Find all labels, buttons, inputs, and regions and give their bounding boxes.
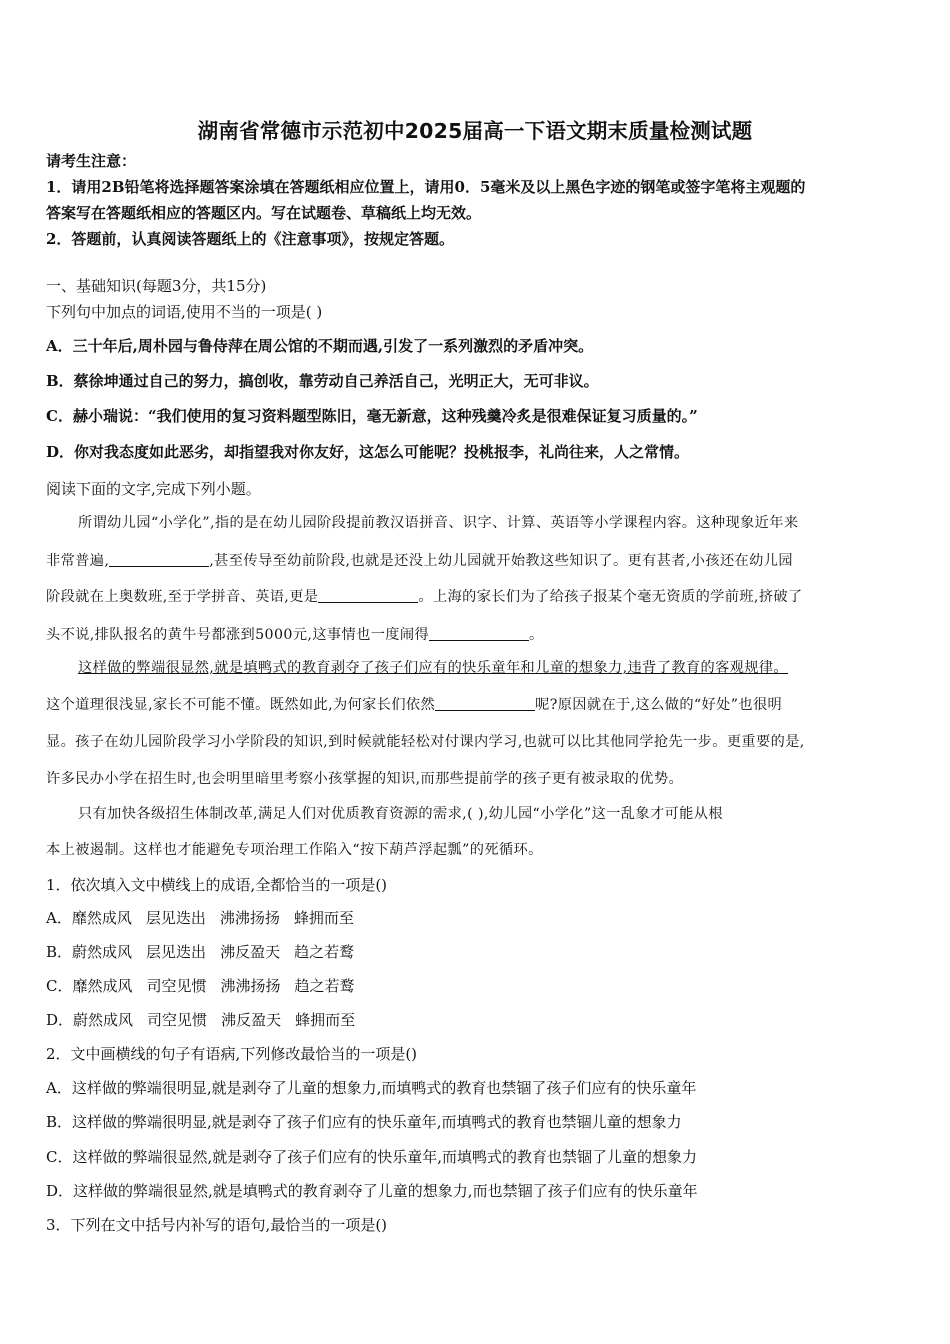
blank-2 bbox=[318, 588, 418, 603]
notice-item-1-line-2: 答案写在答题纸相应的答题区内。写在试题卷、草稿纸上均无效。 bbox=[46, 204, 482, 222]
passage-p2-line-2: 这个道理很浅显,家长不可能不懂。既然如此,为何家长们依然 呢?原因就在于,这么做的“好处”也很明 bbox=[46, 697, 783, 713]
option-b: B．蔡徐坤通过自己的努力，搞创收，靠劳动自己养活自己，光明正大，无可非议。 bbox=[46, 372, 599, 390]
notice-heading: 请考生注意： bbox=[46, 152, 137, 170]
passage-p3-line-2: 本上被遏制。这样也才能避免专项治理工作陷入“按下葫芦浮起瓢”的死循环。 bbox=[46, 842, 543, 858]
q2-option-a: A．这样做的弊端很明显,就是剥夺了儿童的想象力,而填鸭式的教育也禁锢了孩子们应有的快乐童年 bbox=[46, 1079, 697, 1097]
reading-intro: 阅读下面的文字,完成下列小题。 bbox=[46, 480, 261, 498]
q1-option-b: B．蔚然成风 层见迭出 沸反盈天 趋之若鹜 bbox=[46, 943, 355, 961]
q2-option-c: C．这样做的弊端很显然,就是剥夺了孩子们应有的快乐童年,而填鸭式的教育也禁锢了儿童的想象力 bbox=[46, 1148, 698, 1166]
notice-item-1-line-1: 1．请用2B铅笔将选择题答案涂填在答题纸相应位置上，请用0．5毫米及以上黑色字迹的钢笔或签字笔将主观题的 bbox=[46, 178, 806, 196]
q1-stem: 1．依次填入文中横线上的成语,全都恰当的一项是() bbox=[46, 876, 388, 894]
q2-option-b: B．这样做的弊端很明显,就是剥夺了孩子们应有的快乐童年,而填鸭式的教育也禁锢儿童的想象力 bbox=[46, 1113, 682, 1131]
page-title: 湖南省常德市示范初中2025届高一下语文期末质量检测试题 bbox=[197, 119, 753, 143]
q1-option-d: D．蔚然成风 司空见惯 沸反盈天 蜂拥而至 bbox=[46, 1011, 356, 1029]
passage-p1-line-3: 阶段就在上奥数班,至于学拼音、英语,更是 。上海的家长们为了给孩子报某个毫无资质的学前班,挤破了 bbox=[46, 589, 803, 605]
section-heading: 一、基础知识(每题3分，共15分) bbox=[46, 277, 267, 295]
q1-option-c: C．靡然成风 司空见惯 沸沸扬扬 趋之若鹜 bbox=[46, 977, 355, 995]
passage-p1-line-2: 非常普遍, ,甚至传导至幼前阶段,也就是还没上幼儿园就开始教这些知识了。更有甚者,小孩还在幼儿园 bbox=[46, 553, 793, 569]
passage-p2-line-3: 显。孩子在幼儿园阶段学习小学阶段的知识,到时候就能轻松对付课内学习,也就可以比其他同学抢先一步。更重要的是, bbox=[46, 734, 805, 750]
q1-option-a: A．靡然成风 层见迭出 沸沸扬扬 蜂拥而至 bbox=[46, 909, 354, 927]
q2-option-d: D．这样做的弊端很显然,就是填鸭式的教育剥夺了儿童的想象力,而也禁锢了孩子们应有的快乐童年 bbox=[46, 1182, 698, 1200]
option-a: A．三十年后,周朴园与鲁侍萍在周公馆的不期而遇,引发了一系列激烈的矛盾冲突。 bbox=[46, 337, 594, 355]
option-d: D．你对我态度如此恶劣，却指望我对你友好，这怎么可能呢？投桃报李，礼尚往来，人之常情。 bbox=[46, 443, 690, 461]
passage-p1-line-4: 头不说,排队报名的黄牛号都涨到5000元,这事情也一度闹得 。 bbox=[46, 627, 544, 643]
q3-stem: 3．下列在文中括号内补写的语句,最恰当的一项是() bbox=[46, 1216, 388, 1234]
blank-1 bbox=[109, 552, 209, 567]
blank-4 bbox=[435, 696, 535, 711]
passage-p1-line-1: 所谓幼儿园“小学化”,指的是在幼儿园阶段提前教汉语拼音、识字、计算、英语等小学课程内容。这种现象近年来 bbox=[78, 515, 799, 531]
passage-p3-line-1: 只有加快各级招生体制改革,满足人们对优质教育资源的需求,( ),幼儿园“小学化”这一乱象才可能从根 bbox=[78, 806, 723, 822]
notice-item-2: 2．答题前，认真阅读答题纸上的《注意事项》，按规定答题。 bbox=[46, 230, 454, 248]
question-stem: 下列句中加点的词语,使用不当的一项是( ) bbox=[46, 303, 323, 321]
blank-3 bbox=[429, 626, 529, 641]
q2-stem: 2．文中画横线的句子有语病,下列修改最恰当的一项是() bbox=[46, 1045, 418, 1063]
passage-p2-line-4: 许多民办小学在招生时,也会明里暗里考察小孩掌握的知识,而那些提前学的孩子更有被录取的优势。 bbox=[46, 771, 684, 787]
passage-underlined-sentence: 这样做的弊端很显然,就是填鸭式的教育剥夺了孩子们应有的快乐童年和儿童的想象力,违背了教育的客观规律。 bbox=[78, 660, 789, 676]
option-c: C．赫小瑞说：“我们使用的复习资料题型陈旧，毫无新意，这种残羹冷炙是很难保证复习质量的。” bbox=[46, 407, 698, 425]
